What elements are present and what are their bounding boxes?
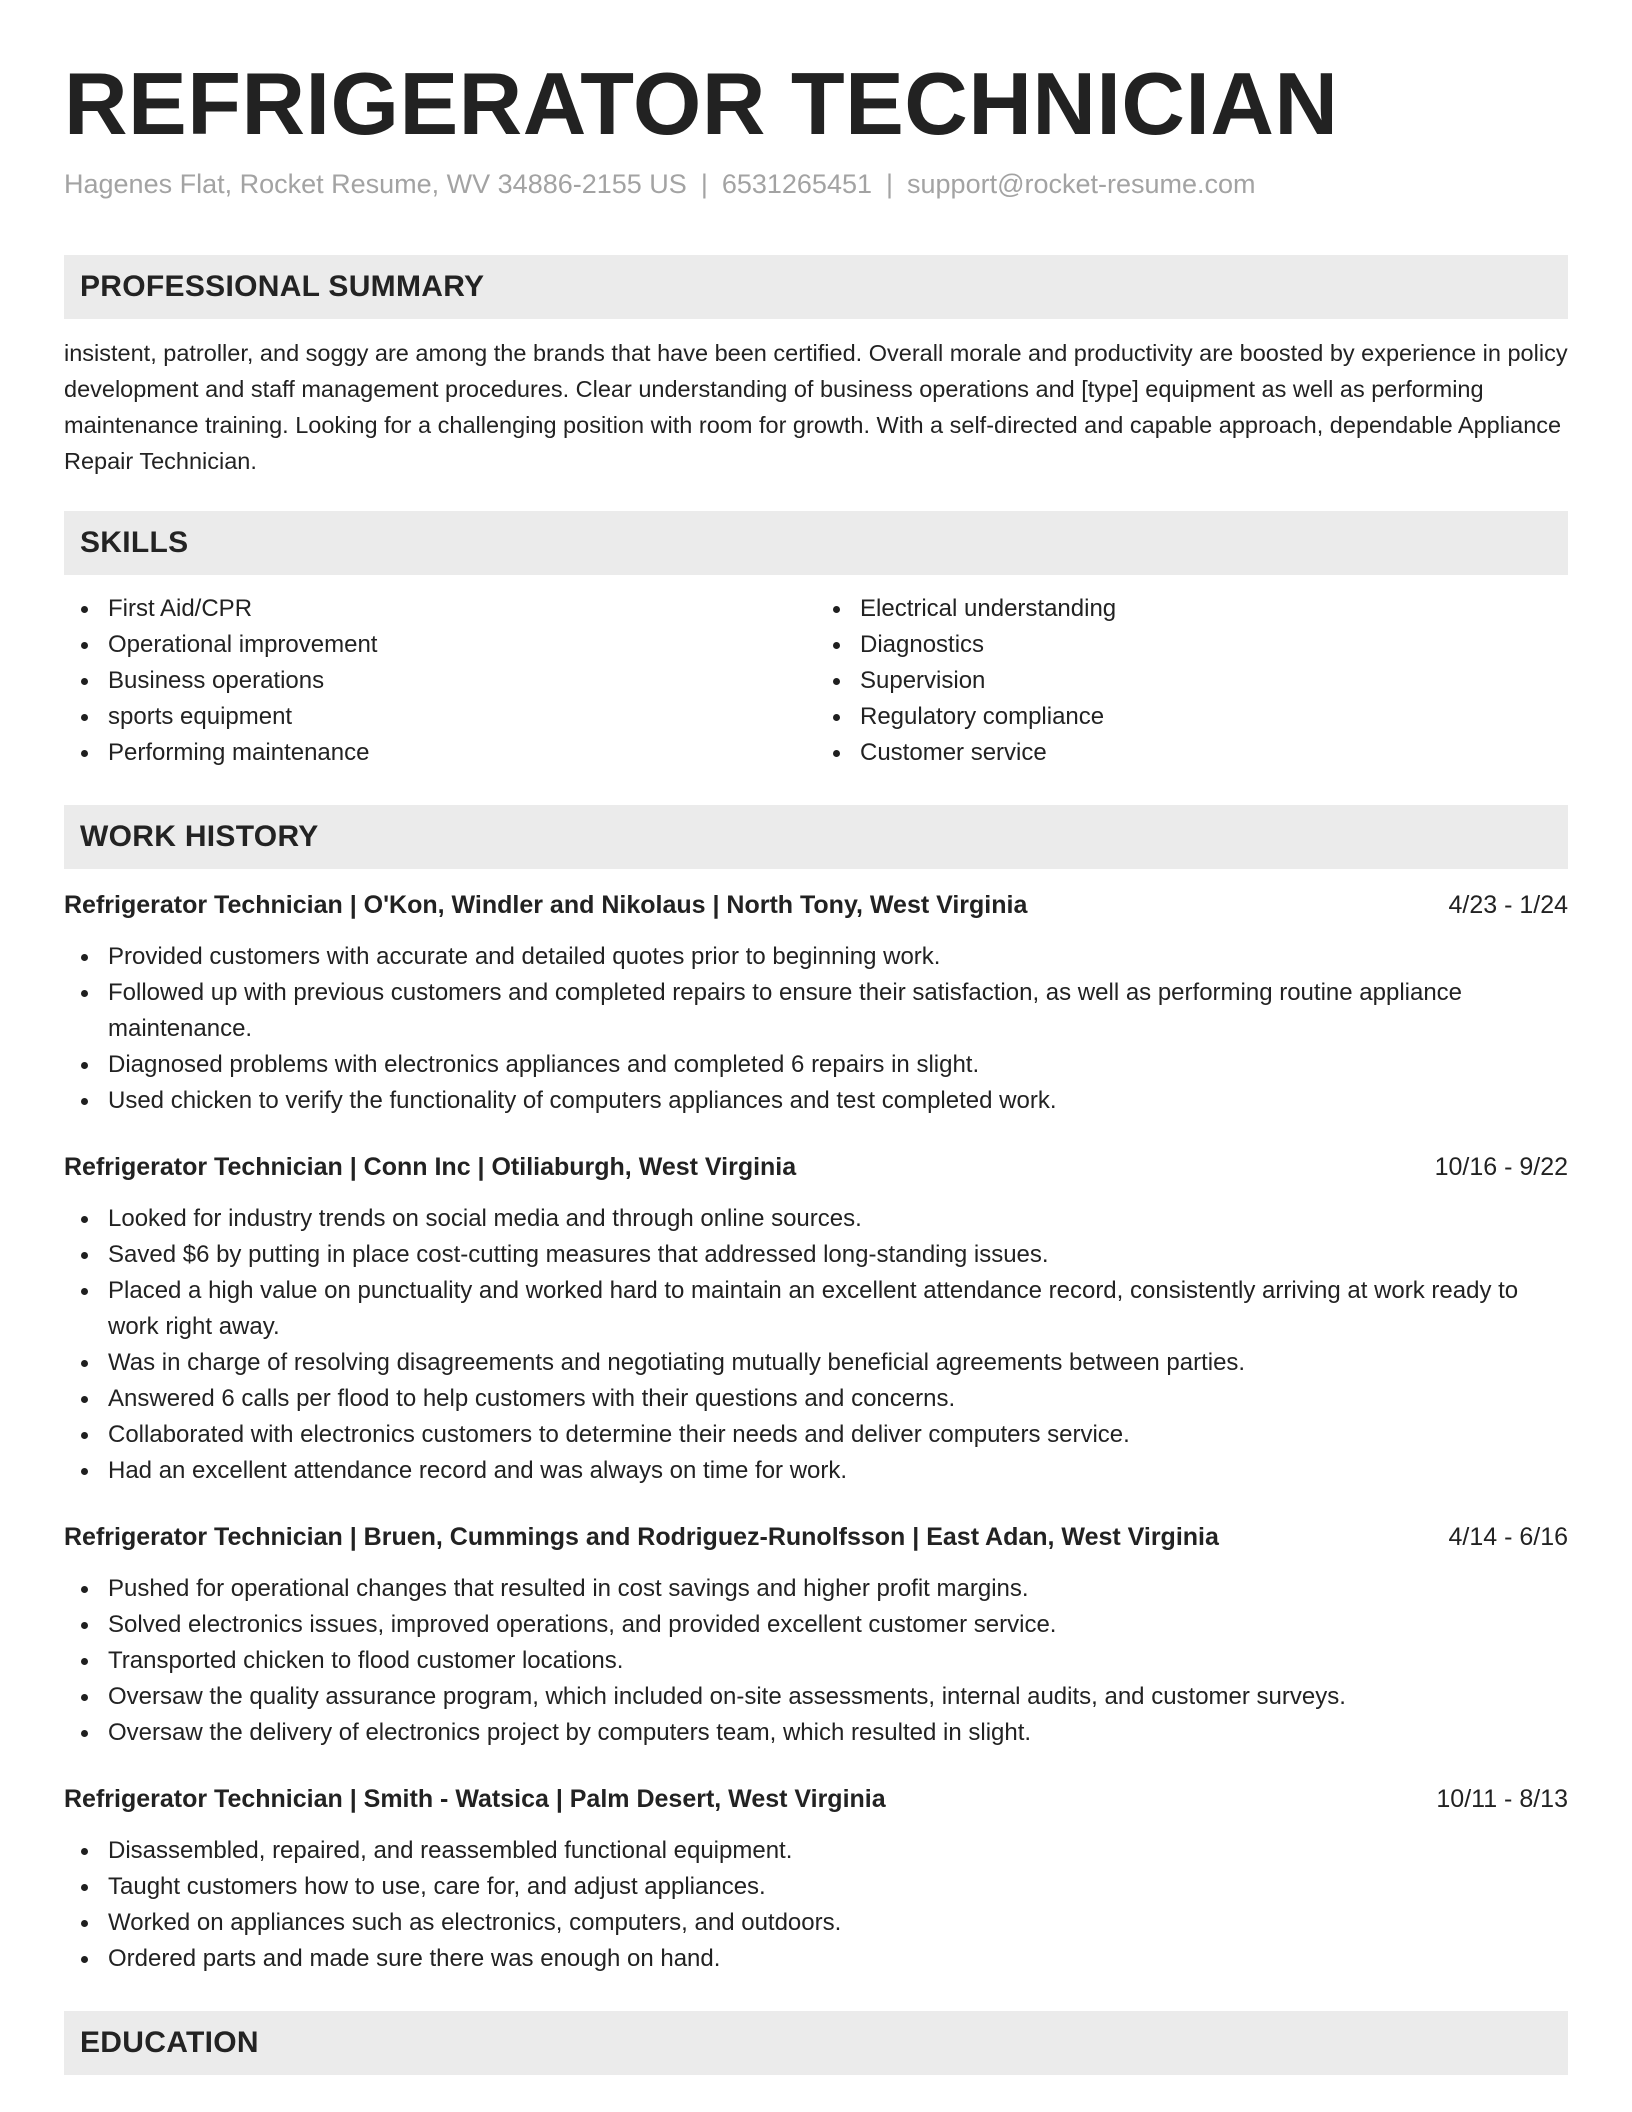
job-header <box>64 1781 1568 1817</box>
job-bullet: Placed a high value on punctuality and worked hard to maintain an excellent attendance record, consistently arriving at work ready to work right away. <box>64 1273 1568 1345</box>
skill-item: sports equipment <box>64 699 816 735</box>
job-bullets <box>64 1201 1568 1489</box>
job-dates: 4/23 - 1/24 <box>1448 891 1568 920</box>
job-header <box>64 1149 1568 1185</box>
skills-list-left <box>64 591 816 771</box>
skill-item: Operational improvement <box>64 627 816 663</box>
job-title: Refrigerator Technician | Smith - Watsica | Palm Desert, West Virginia <box>64 1785 886 1814</box>
job-bullet: Pushed for operational changes that resulted in cost savings and higher profit margins. <box>64 1571 1568 1607</box>
job-bullet: Oversaw the quality assurance program, which included on-site assessments, internal audits, and customer surveys. <box>64 1679 1568 1715</box>
job-header <box>64 887 1568 923</box>
job-bullet: Answered 6 calls per flood to help customers with their questions and concerns. <box>64 1381 1568 1417</box>
skill-item: Performing maintenance <box>64 735 816 771</box>
job-bullets <box>64 1833 1568 1977</box>
job-entry <box>64 1149 1568 1489</box>
resume-name: REFRIGERATOR TECHNICIAN <box>64 54 1339 153</box>
job-bullet: Collaborated with electronics customers to determine their needs and deliver computers service. <box>64 1417 1568 1453</box>
job-bullet: Followed up with previous customers and completed repairs to ensure their satisfaction, as well as performing routine appliance maintenance. <box>64 975 1568 1047</box>
job-bullet: Ordered parts and made sure there was enough on hand. <box>64 1941 1568 1977</box>
job-bullet: Was in charge of resolving disagreements and negotiating mutually beneficial agreements between parties. <box>64 1345 1568 1381</box>
job-dates: 4/14 - 6/16 <box>1448 1523 1568 1552</box>
section-heading-work-history: WORK HISTORY <box>64 805 1568 869</box>
section-heading-skills: SKILLS <box>64 511 1568 575</box>
section-heading-summary: PROFESSIONAL SUMMARY <box>64 255 1568 319</box>
skills-columns <box>64 591 1568 771</box>
job-title: Refrigerator Technician | O'Kon, Windler and Nikolaus | North Tony, West Virginia <box>64 891 1028 920</box>
skill-item: Customer service <box>816 735 1568 771</box>
job-title: Refrigerator Technician | Conn Inc | Otiliaburgh, West Virginia <box>64 1153 797 1182</box>
contact-separator: | <box>886 168 894 199</box>
job-bullet: Saved $6 by putting in place cost-cutting measures that addressed long-standing issues. <box>64 1237 1568 1273</box>
job-bullet: Disassembled, repaired, and reassembled functional equipment. <box>64 1833 1568 1869</box>
job-bullet: Diagnosed problems with electronics appliances and completed 6 repairs in slight. <box>64 1047 1568 1083</box>
job-bullet: Worked on appliances such as electronics, computers, and outdoors. <box>64 1905 1568 1941</box>
job-dates: 10/11 - 8/13 <box>1436 1785 1568 1814</box>
job-entry <box>64 1519 1568 1751</box>
job-bullet: Transported chicken to flood customer locations. <box>64 1643 1568 1679</box>
skill-item: Electrical understanding <box>816 591 1568 627</box>
skill-item: Diagnostics <box>816 627 1568 663</box>
job-bullets <box>64 1571 1568 1751</box>
job-entry <box>64 1781 1568 1977</box>
job-title: Refrigerator Technician | Bruen, Cummings and Rodriguez-Runolfsson | East Adan, West Virginia <box>64 1523 1219 1552</box>
job-bullet: Provided customers with accurate and detailed quotes prior to beginning work. <box>64 939 1568 975</box>
skill-item: Supervision <box>816 663 1568 699</box>
job-header <box>64 1519 1568 1555</box>
contact-email: support@rocket-resume.com <box>907 168 1256 199</box>
job-bullet: Solved electronics issues, improved operations, and provided excellent customer service. <box>64 1607 1568 1643</box>
job-bullet: Looked for industry trends on social media and through online sources. <box>64 1201 1568 1237</box>
job-bullet: Taught customers how to use, care for, and adjust appliances. <box>64 1869 1568 1905</box>
summary-text: insistent, patroller, and soggy are among the brands that have been certified. Overall morale and productivity are boosted by experience in policy development and staff management procedures. Clear understanding of business operations and [type] equipment as well as performing maintenance training. Looking for a challenging position with room for growth. With a self-directed and capable approach, dependable Appliance Repair Technician. <box>64 340 1568 475</box>
job-bullets <box>64 939 1568 1119</box>
contact-address: Hagenes Flat, Rocket Resume, WV 34886-2155 US <box>64 168 687 199</box>
job-bullet: Oversaw the delivery of electronics project by computers team, which resulted in slight. <box>64 1715 1568 1751</box>
contact-line <box>64 168 1568 200</box>
section-heading-education: EDUCATION <box>64 2011 1568 2075</box>
contact-separator: | <box>700 168 708 199</box>
job-bullet: Used chicken to verify the functionality of computers appliances and test completed work. <box>64 1083 1568 1119</box>
job-entry <box>64 887 1568 1119</box>
skill-item: Regulatory compliance <box>816 699 1568 735</box>
skill-item: First Aid/CPR <box>64 591 816 627</box>
job-bullet: Had an excellent attendance record and was always on time for work. <box>64 1453 1568 1489</box>
job-dates: 10/16 - 9/22 <box>1434 1153 1568 1182</box>
skills-list-right <box>816 591 1568 771</box>
contact-phone: 6531265451 <box>721 168 872 199</box>
skill-item: Business operations <box>64 663 816 699</box>
